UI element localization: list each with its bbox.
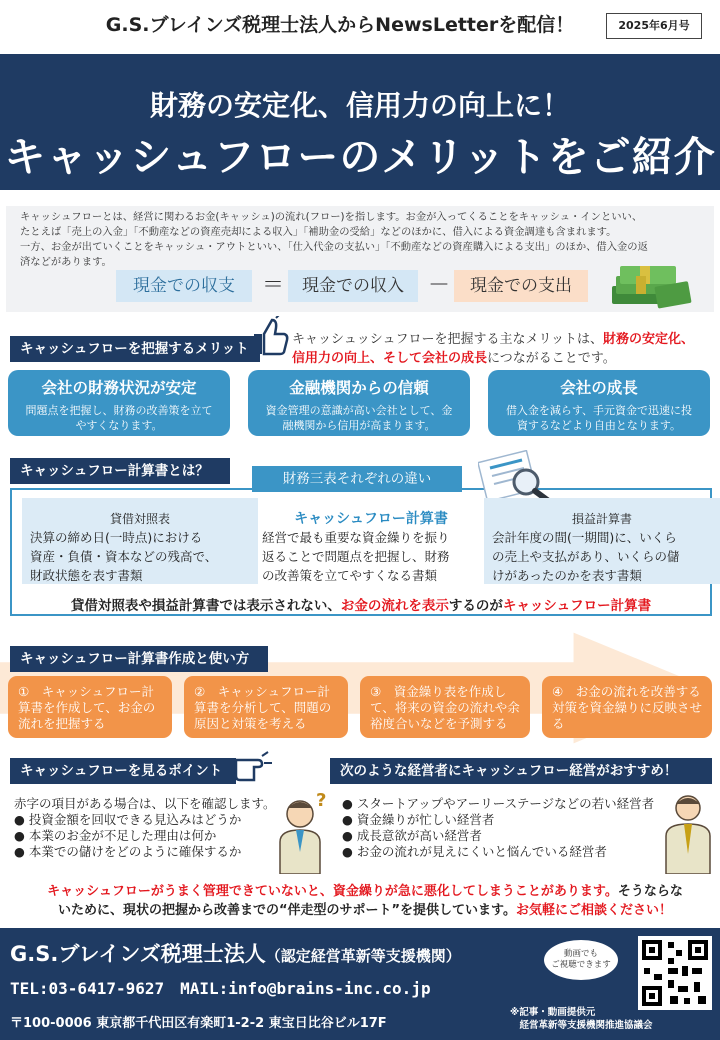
list-item: ● お金の流れが見えにくいと悩んでいる経営者 bbox=[342, 844, 607, 859]
company-address: 〒100-0006 東京都千代田区有楽町1-2-2 東宝日比谷ビル17F bbox=[10, 1016, 387, 1031]
section-label-recommend: 次のような経営者にキャッシュフロー経営がおすすめ！ bbox=[330, 758, 712, 784]
step-card: ① キャッシュフロー計算書を作成して、お金の流れを把握する bbox=[8, 676, 172, 738]
businessman-icon bbox=[660, 790, 716, 874]
statement-title-balance-sheet: 貸借対照表 bbox=[109, 512, 170, 526]
hero-main-title: キャッシュフローのメリットをご紹介 bbox=[4, 133, 716, 181]
intro-line: 済などがあります。 bbox=[20, 256, 112, 268]
merit-card-title: 金融機関からの信頼 bbox=[289, 379, 429, 397]
section-label-statements: キャッシュフロー計算書とは？ bbox=[10, 458, 230, 484]
statement-title-cashflow: キャッシュフロー計算書 bbox=[294, 511, 448, 527]
formula-equals: ＝ bbox=[262, 273, 285, 298]
formula-minus: － bbox=[428, 273, 451, 298]
merit-card-body: 問題点を把握し、財務の改善策を立てやすくなります。 bbox=[25, 404, 213, 432]
statement-body-cashflow: 経営で最も重要な資金繰りを振り 返ることで問題点を把握し、財務 の改善策を立てやすくなる書類 bbox=[262, 530, 450, 583]
company-name: G.S.ブレインズ税理士法人（認定経営革新等支援機関） bbox=[10, 942, 461, 966]
section-label-points: キャッシュフローを見るポイント bbox=[10, 758, 236, 784]
list-item: ● スタートアップやアーリーステージなどの若い経営者 bbox=[342, 796, 655, 811]
intro-line: 一方、お金が出ていくことをキャッシュ・アウトといい、「仕入代金の支払い」「不動産などの資産購入による支出」のほか、借入金の返 bbox=[20, 241, 648, 253]
points-intro: 赤字の項目がある場合は、以下を確認します。 bbox=[14, 796, 276, 811]
intro-line: キャッシュフローとは、経営に関わるお金(キャッシュ)の流れ(フロー)を指します。お金が入ってくることをキャッシュ・インといい、 bbox=[20, 211, 643, 223]
list-item: ● 投資金額を回収できる見込みはどうか bbox=[14, 812, 242, 827]
video-bubble: 動画でも ご視聴できます bbox=[544, 940, 618, 980]
money-stack-icon bbox=[606, 258, 692, 310]
statement-body-balance-sheet: 決算の締め日(一時点)における 資産・負債・資本などの残高で、 財政状態を表す書類 bbox=[30, 530, 218, 583]
merit-card-body: 借入金を減らす、手元資金で迅速に投資するなどより自由となります。 bbox=[505, 404, 693, 432]
merit-card-body: 資金管理の意識が高い会社として、金融機関から信用が高まります。 bbox=[265, 404, 453, 432]
section-label-steps: キャッシュフロー計算書作成と使い方 bbox=[10, 646, 268, 672]
statement-body-income: 会計年度の間(一期間)に、いくら の売上や支払があり、いくらの儲 けがあったのかを表す書類 bbox=[492, 530, 680, 583]
merit-card-title: 会社の財務状況が安定 bbox=[41, 379, 197, 397]
formula-cash-expense: 現金での支出 bbox=[454, 270, 588, 302]
list-item: ● 本業のお金が不足した理由は何か bbox=[14, 828, 217, 843]
closing-message: キャッシュフローがうまく管理できていないと、資金繰りが急に悪化してしまうことがあります。そうならな いために、現状の把握から改善までの“伴走型のサポート”を提供しています。お気軽にご相談ください！ bbox=[47, 884, 683, 918]
formula-cash-balance: 現金での収支 bbox=[116, 270, 252, 302]
points-list bbox=[14, 796, 276, 860]
thinking-man-icon bbox=[270, 790, 334, 874]
pointing-hand-icon bbox=[232, 750, 276, 784]
merits-description: キャッシュッシュフローを把握する主なメリットは、財務の安定化、 信用力の向上、そして会社の成長につながることです。 bbox=[292, 332, 694, 366]
step-card: ④ お金の流れを改善する対策を資金繰りに反映させる bbox=[542, 676, 712, 738]
svg-text:?: ? bbox=[316, 790, 327, 811]
merit-card bbox=[248, 370, 470, 436]
formula-cash-income: 現金での収入 bbox=[288, 270, 418, 302]
list-item: ● 成長意欲が高い経営者 bbox=[342, 828, 482, 843]
newsletter-header-title: G.S.ブレインズ税理士法人からNewsLetterを配信！ bbox=[105, 14, 575, 36]
content-credit: ※記事・動画提供元 経営革新等支援機関推進協議会 bbox=[510, 1007, 653, 1031]
step-card: ③ 資金繰り表を作成して、将来の資金の流れや余裕度合いなどを予測する bbox=[360, 676, 530, 738]
list-item: ● 資金繰りが忙しい経営者 bbox=[342, 812, 495, 827]
merit-card-title: 会社の成長 bbox=[560, 379, 638, 397]
list-item: ● 本業での儲けをどのように確保するか bbox=[14, 844, 242, 859]
recommend-list bbox=[342, 796, 654, 860]
hero-subtitle: 財務の安定化、信用力の向上に！ bbox=[149, 89, 570, 122]
merit-card bbox=[8, 370, 230, 436]
statement-title-income: 損益計算書 bbox=[571, 512, 632, 526]
thumbs-up-icon bbox=[250, 316, 290, 360]
section-label-merits: キャッシュフローを把握するメリット bbox=[10, 336, 260, 362]
intro-line: たとえば「売上の入金」「不動産などの資産売却による収入」「補助金の受給」などのほかに、借入による資金調達も含まれます。 bbox=[20, 226, 617, 238]
merit-card bbox=[488, 370, 710, 436]
statements-tab: 財務三表それぞれの違い bbox=[252, 466, 462, 492]
issue-badge: 2025年6月号 bbox=[606, 13, 702, 39]
step-card: ② キャッシュフロー計算書を分析して、問題の原因と対策を考える bbox=[184, 676, 348, 738]
contact-tel-mail[interactable]: TEL:03-6417-9627 MAIL:info@brains-inc.co.jp bbox=[10, 979, 431, 998]
qr-code-icon[interactable] bbox=[638, 936, 712, 1010]
statements-summary: 貸借対照表や損益計算書では表示されない、お金の流れを表示するのがキャッシュフロー計算書 bbox=[70, 598, 652, 614]
